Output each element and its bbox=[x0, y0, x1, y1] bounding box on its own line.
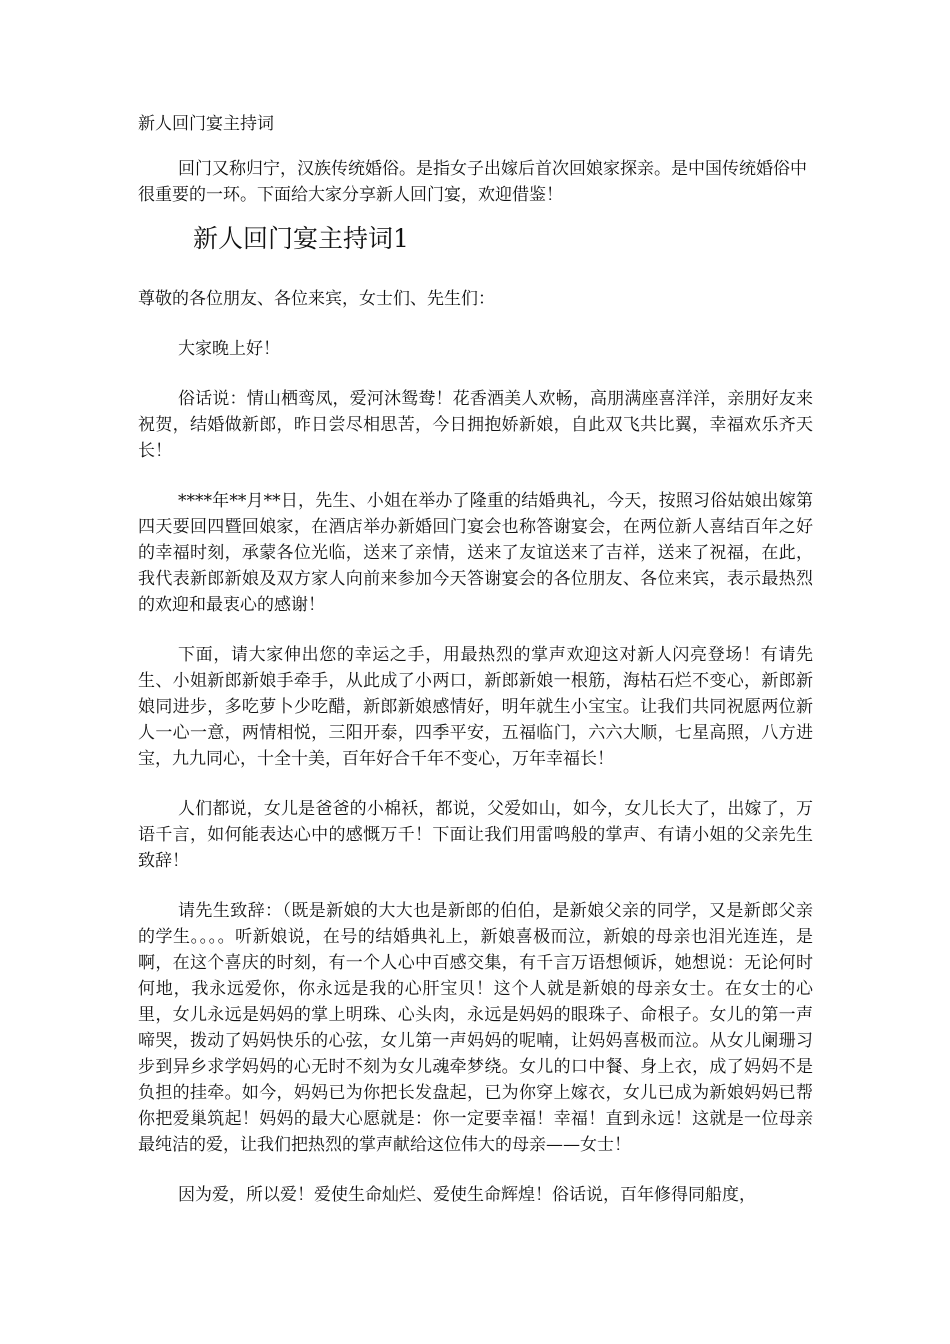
body-paragraph: 下面，请大家伸出您的幸运之手，用最热烈的掌声欢迎这对新人闪亮登场！有请先生、小姐新郎新娘手牵手，从此成了小两口，新郎新娘一根筋，海枯石烂不变心，新郎新娘同进步，多吃萝卜少吃醋，新郎新娘感情好，明年就生小宝宝。让我们共同祝愿两位新人一心一意，两情相悦，三阳开泰，四季平安，五福临门，六六大顺，七星高照，八方进宝，九九同心，十全十美，百年好合千年不变心，万年幸福长！ bbox=[138, 645, 813, 769]
body-paragraph: 俗话说：情山栖鸾凤，爱河沐鸳鸯！花香酒美人欢畅，高朋满座喜洋洋，亲朋好友来祝贺，结婚做新郎，昨日尝尽相思苦，今日拥抱娇新娘，自此双飞共比翼，幸福欢乐齐天长！ bbox=[138, 389, 813, 461]
section-title: 新人回门宴主持词1 bbox=[193, 224, 409, 253]
body-paragraph: 人们都说，女儿是爸爸的小棉袄，都说，父爱如山，如今，女儿长大了，出嫁了，万语千言，如何能表达心中的感慨万千！下面让我们用雷鸣般的掌声、有请小姐的父亲先生致辞！ bbox=[138, 799, 813, 871]
body-paragraph: 请先生致辞：（既是新娘的大大也是新郎的伯伯，是新娘父亲的同学，又是新郎父亲的学生。。。。听新娘说，在号的结婚典礼上，新娘喜极而泣，新娘的母亲也泪光连连，是啊，在这个喜庆的时刻，有一个人心中百感交集，有千言万语想倾诉，她想说：无论何时何地，我永远爱你，你永远是我的心肝宝贝！这个人就是新娘的母亲女士。在女士的心里，女儿永远是妈妈的掌上明珠、心头肉，永远是妈妈的眼珠子、命根子。女儿的第一声啼哭，拨动了妈妈快乐的心弦，女儿第一声妈妈的呢喃，让妈妈喜极而泣。从女儿阑珊习步到异乡求学妈妈的心无时不刻为女儿魂牵梦绕。女儿的口中餐、身上衣，成了妈妈不是负担的挂牵。如今，妈妈已为你把长发盘起，已为你穿上嫁衣，女儿已成为新娘妈妈已帮你把爱巢筑起！妈妈的最大心愿就是：你一定要幸福！幸福！直到永远！这就是一位母亲最纯洁的爱，让我们把热烈的掌声献给这位伟大的母亲——女士！ bbox=[138, 901, 813, 1155]
body-paragraph: 因为爱，所以爱！爱使生命灿烂、爱使生命辉煌！俗话说，百年修得同船度， bbox=[178, 1185, 756, 1205]
body-paragraph: 大家晚上好！ bbox=[178, 339, 280, 359]
greeting-line: 尊敬的各位朋友、各位来宾，女士们、先生们： bbox=[138, 289, 495, 309]
body-paragraph: ****年**月**日，先生、小姐在举办了隆重的结婚典礼，今天，按照习俗姑娘出嫁第四天要回四暨回娘家，在酒店举办新婚回门宴会也称答谢宴会，在两位新人喜结百年之好的幸福时刻，承蒙各位光临，送来了亲情，送来了友谊送来了吉祥，送来了祝福，在此，我代表新郎新娘及双方家人向前来参加今天答谢宴会的各位朋友、各位来宾，表示最热烈的欢迎和最衷心的感谢！ bbox=[138, 491, 813, 615]
speech-body bbox=[138, 286, 813, 1232]
intro-paragraph: 回门又称归宁，汉族传统婚俗。是指女子出嫁后首次回娘家探亲。是中国传统婚俗中很重要的一环。下面给大家分享新人回门宴，欢迎借鉴！ bbox=[138, 159, 807, 205]
document-title: 新人回门宴主持词 bbox=[138, 114, 274, 134]
